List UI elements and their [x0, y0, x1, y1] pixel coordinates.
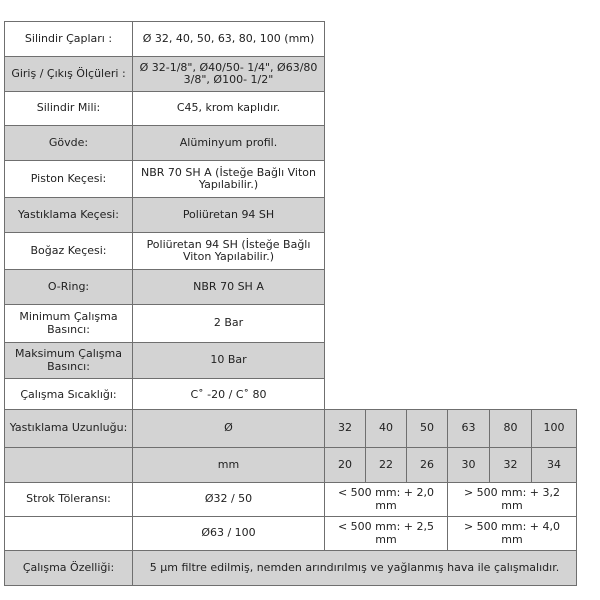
spec-label: Minimum Çalışma Basıncı:: [5, 305, 133, 343]
spec-label: Giriş / Çıkış Ölçüleri :: [5, 57, 133, 92]
spec-row-bore-diameters: [5, 22, 325, 57]
spec-row-cushion-seal: [5, 198, 325, 233]
spec-value: Ø 32, 40, 50, 63, 80, 100 (mm): [133, 22, 325, 57]
spec-label: Silindir Mili:: [5, 92, 133, 126]
stroke-label: Strok Töleransı:: [5, 483, 133, 517]
spec-label: Maksimum Çalışma Basıncı:: [5, 343, 133, 379]
spec-row-min-pressure: [5, 305, 325, 343]
cylinder-spec-table: [4, 21, 325, 412]
cushion-length: 30: [448, 448, 490, 483]
stroke-bore: Ø63 / 100: [133, 517, 325, 551]
cushion-diameter: 50: [407, 410, 448, 448]
cushion-length: 26: [407, 448, 448, 483]
spec-value: NBR 70 SH A (İsteğe Bağlı Viton Yapılabilir.): [133, 161, 325, 198]
cushion-diameter: 40: [366, 410, 407, 448]
stroke-above-500: > 500 mm: + 3,2 mm: [448, 483, 577, 517]
cushion-length: 34: [532, 448, 577, 483]
cushion-diameter: 100: [532, 410, 577, 448]
spec-value: NBR 70 SH A: [133, 270, 325, 305]
spec-label: Piston Keçesi:: [5, 161, 133, 198]
cushion-length: 32: [490, 448, 532, 483]
spec-row-o-ring: [5, 270, 325, 305]
cushion-diameter-row: [5, 410, 577, 448]
spec-label: Gövde:: [5, 126, 133, 161]
cushion-length-row: [5, 448, 577, 483]
spec-value: C45, krom kaplıdır.: [133, 92, 325, 126]
spec-row-body: [5, 126, 325, 161]
spec-row-temperature: [5, 379, 325, 412]
stroke-bore: Ø32 / 50: [133, 483, 325, 517]
spec-label: Yastıklama Keçesi:: [5, 198, 133, 233]
stroke-below-500: < 500 mm: + 2,5 mm: [325, 517, 448, 551]
cushion-length: 22: [366, 448, 407, 483]
stroke-blank-cell: [5, 517, 133, 551]
spec-value: Ø 32-1/8", Ø40/50- 1/4", Ø63/80 3/8", Ø100- 1/2": [133, 57, 325, 92]
cushion-diameter: 32: [325, 410, 366, 448]
spec-value: 10 Bar: [133, 343, 325, 379]
cushion-stroke-table: [4, 409, 577, 586]
spec-value: Poliüretan 94 SH (İsteğe Bağlı Viton Yapılabilir.): [133, 233, 325, 270]
operation-label: Çalışma Özelliği:: [5, 551, 133, 586]
spec-value: Alüminyum profil.: [133, 126, 325, 161]
spec-label: Boğaz Keçesi:: [5, 233, 133, 270]
stroke-below-500: < 500 mm: + 2,0 mm: [325, 483, 448, 517]
spec-label: Silindir Çapları :: [5, 22, 133, 57]
spec-value: C˚ -20 / C˚ 80: [133, 379, 325, 412]
operation-value: 5 µm filtre edilmiş, nemden arındırılmış ve yağlanmış hava ile çalışmalıdır.: [133, 551, 577, 586]
diameter-symbol: Ø: [133, 410, 325, 448]
spec-row-max-pressure: [5, 343, 325, 379]
spec-value: Poliüretan 94 SH: [133, 198, 325, 233]
cushion-length: 20: [325, 448, 366, 483]
cushion-label: Yastıklama Uzunluğu:: [5, 410, 133, 448]
cushion-diameter: 80: [490, 410, 532, 448]
operation-row: [5, 551, 577, 586]
spec-row-rod-seal: [5, 233, 325, 270]
stroke-above-500: > 500 mm: + 4,0 mm: [448, 517, 577, 551]
cushion-diameter: 63: [448, 410, 490, 448]
stroke-row-2: [5, 517, 577, 551]
spec-row-piston-seal: [5, 161, 325, 198]
cushion-unit: mm: [133, 448, 325, 483]
cushion-blank-cell: [5, 448, 133, 483]
stroke-row-1: [5, 483, 577, 517]
spec-row-port-sizes: [5, 57, 325, 92]
spec-label: Çalışma Sıcaklığı:: [5, 379, 133, 412]
spec-label: O-Ring:: [5, 270, 133, 305]
spec-row-piston-rod: [5, 92, 325, 126]
spec-value: 2 Bar: [133, 305, 325, 343]
